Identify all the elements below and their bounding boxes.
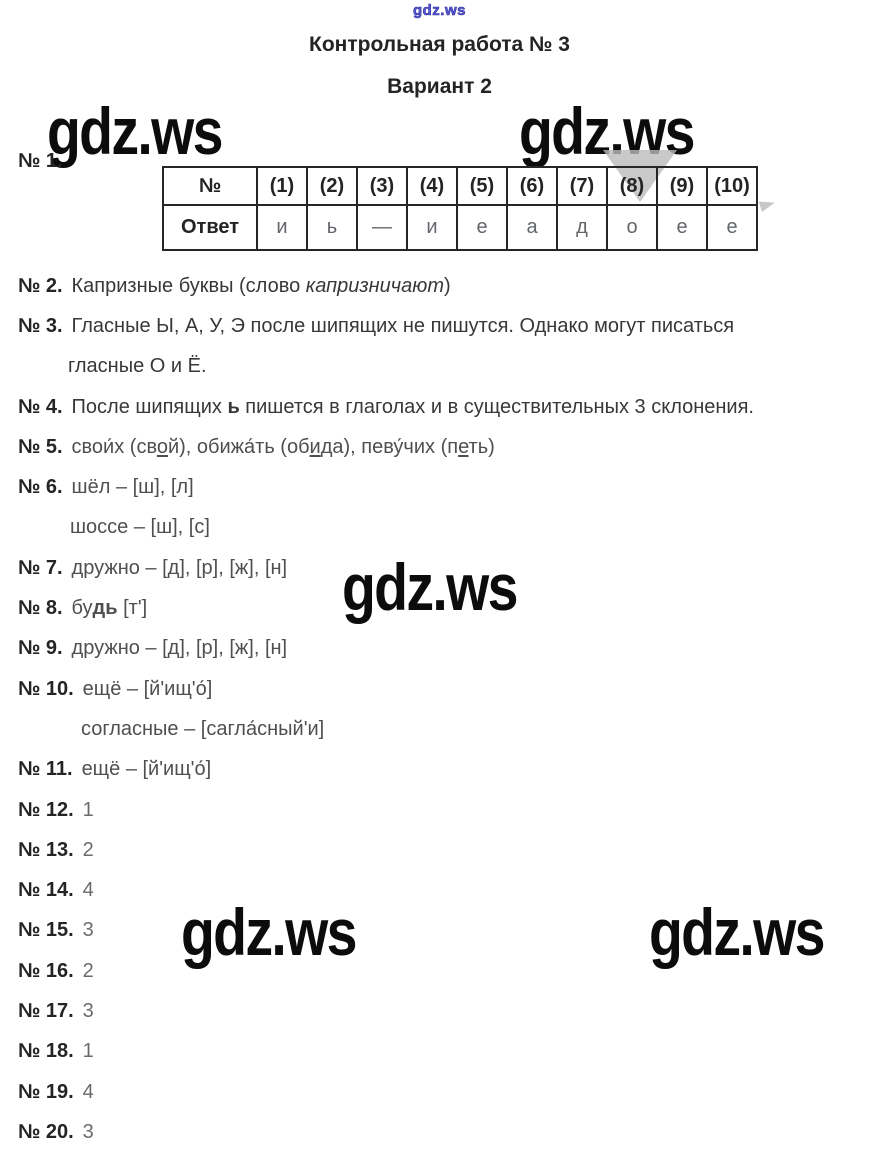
answer-cell: ь (307, 205, 357, 250)
answer-number: № 13. (18, 838, 74, 861)
text-segment: 4 (82, 879, 94, 902)
answer-text (72, 315, 735, 338)
answer-text (72, 557, 288, 580)
answer-line-7 (0, 548, 879, 588)
answer-number: № 7. (18, 556, 63, 579)
answer-text (81, 718, 324, 741)
answer-text (72, 436, 495, 459)
answer-cell: д (557, 205, 607, 250)
text-segment: и (309, 435, 321, 458)
answer-number: № 5. (18, 435, 63, 458)
answer-line-11 (0, 750, 879, 790)
answer-line-18 (0, 1032, 879, 1072)
answer-cell: — (357, 205, 407, 250)
text-segment: свои́х (св (71, 435, 157, 458)
answer-text (83, 960, 94, 983)
answer-cell: е (707, 205, 757, 250)
answer-text (83, 678, 213, 701)
text-segment: 3 (82, 1120, 94, 1143)
table-header-cell: (4) (407, 167, 457, 205)
answers-list (0, 266, 879, 1153)
text-segment: капризничают (305, 274, 444, 297)
text-segment: 1 (82, 1040, 94, 1063)
text-segment: е (458, 435, 469, 458)
gdzws-watermark-large: gdz.ws (47, 94, 222, 168)
answer-cell: и (257, 205, 307, 250)
answer-row-label: Ответ (163, 205, 257, 250)
text-segment: 4 (82, 1080, 94, 1103)
answer-text (83, 839, 94, 862)
answer-line-2 (0, 266, 879, 306)
answer-line-12 (0, 790, 879, 830)
answer-number: № 20. (18, 1120, 74, 1143)
answer-cell: о (607, 205, 657, 250)
question-1-label: № 1. (18, 150, 63, 172)
table-header-cell: (6) (507, 167, 557, 205)
text-segment: дружно – [д], [р], [ж], [н] (71, 556, 288, 579)
answer-number: № 8. (18, 597, 63, 620)
table-header-cell: (10) (707, 167, 757, 205)
answer-number: № 15. (18, 919, 74, 942)
answer-text (83, 1121, 94, 1144)
answers-table (162, 166, 758, 251)
answer-text (72, 396, 754, 419)
answer-text (83, 1040, 94, 1063)
gdzws-watermark-large: gdz.ws (649, 895, 824, 969)
answer-number: № 10. (18, 677, 74, 700)
answer-line-9 (0, 629, 879, 669)
text-segment: шоссе – [ш], [с] (70, 516, 210, 539)
text-segment: пишется в глаголах и в существительных 3 склонения. (239, 395, 754, 418)
answer-text (82, 758, 212, 781)
answer-text (70, 516, 210, 539)
answer-text (68, 355, 207, 378)
answer-text (83, 799, 94, 822)
text-segment: о (156, 435, 168, 458)
text-segment: 1 (82, 798, 94, 821)
answer-line-15 (0, 911, 879, 951)
answer-cell: и (407, 205, 457, 250)
gdzws-watermark-large: gdz.ws (342, 550, 517, 624)
table-answer-row (163, 205, 757, 250)
table-header-cell: (2) (307, 167, 357, 205)
answer-line-4 (0, 387, 879, 427)
answer-number: № 12. (18, 798, 74, 821)
answer-text (83, 1000, 94, 1023)
answer-line-19 (0, 1072, 879, 1112)
text-segment: [т'] (117, 597, 148, 620)
text-segment: согласные – [сагла́сный'и] (81, 717, 325, 740)
answer-text (72, 637, 288, 660)
text-segment: ) (443, 274, 451, 297)
page-title: Контрольная работа № 3 (309, 33, 570, 56)
variant-subtitle: Вариант 2 (387, 75, 492, 98)
gdzws-watermark-large: gdz.ws (519, 94, 694, 168)
answer-cell: е (457, 205, 507, 250)
text-segment: ть) (468, 435, 495, 458)
text-segment: да), певу́чих (п (320, 435, 459, 458)
answer-line-13 (0, 830, 879, 870)
answer-cell: а (507, 205, 557, 250)
text-segment: 3 (82, 999, 94, 1022)
table-header-cell: (1) (257, 167, 307, 205)
answer-line-3-cont (0, 347, 879, 387)
text-segment: й), обижа́ть (об (167, 435, 310, 458)
text-segment: После шипящих (71, 395, 228, 418)
answer-number: № 19. (18, 1080, 74, 1103)
table-header-cell: (7) (557, 167, 607, 205)
answer-cell: е (657, 205, 707, 250)
answer-line-20 (0, 1112, 879, 1152)
answer-line-16 (0, 951, 879, 991)
answer-line-10 (0, 669, 879, 709)
text-segment: 3 (82, 919, 94, 942)
text-segment: дь (92, 597, 118, 620)
answer-line-6 (0, 467, 879, 507)
table-header-cell: № (163, 167, 257, 205)
answer-line-3 (0, 306, 879, 346)
text-segment: ь (227, 395, 240, 418)
text-segment: ещё – [й'ищ'о́] (82, 677, 213, 700)
answer-line-10-cont (0, 709, 879, 749)
table-header-row (163, 167, 757, 205)
answer-number: № 16. (18, 959, 74, 982)
answer-number: № 9. (18, 637, 63, 660)
answer-line-6-cont (0, 508, 879, 548)
answer-line-5 (0, 427, 879, 467)
answer-number: № 17. (18, 999, 74, 1022)
text-segment: 2 (82, 959, 94, 982)
answer-number: № 6. (18, 476, 63, 499)
answer-text (83, 879, 94, 902)
text-segment: Гласные Ы, А, У, Э после шипящих не пишутся. Однако могут писаться (71, 314, 735, 337)
text-segment: шёл – [ш], [л] (71, 476, 194, 499)
answer-number: № 11. (18, 758, 73, 781)
arrow-watermark-shape (759, 197, 777, 212)
text-segment: гласные О и Ё. (68, 355, 207, 378)
answer-text (83, 1081, 94, 1104)
text-segment: дружно – [д], [р], [ж], [н] (71, 637, 288, 660)
gdzws-watermark-large: gdz.ws (181, 895, 356, 969)
answer-text (72, 597, 148, 620)
answer-number: № 3. (18, 314, 63, 337)
answer-line-14 (0, 870, 879, 910)
answer-text (72, 275, 451, 298)
table-header-cell: (9) (657, 167, 707, 205)
text-segment: Капризные буквы (слово (71, 274, 306, 297)
answer-number: № 18. (18, 1040, 74, 1063)
table-header-cell: (5) (457, 167, 507, 205)
gdzws-watermark-small: gdz.ws (412, 2, 466, 19)
text-segment: 2 (82, 838, 94, 861)
answer-line-17 (0, 991, 879, 1031)
text-segment: ещё – [й'ищ'о́] (81, 758, 212, 781)
answer-line-8 (0, 588, 879, 628)
table-header-cell: (8) (607, 167, 657, 205)
answer-text (72, 476, 194, 499)
text-segment: бу (71, 597, 93, 620)
table-header-cell: (3) (357, 167, 407, 205)
answer-number: № 14. (18, 879, 74, 902)
answer-number: № 2. (18, 274, 63, 297)
answer-text (83, 919, 94, 942)
answer-number: № 4. (18, 395, 63, 418)
